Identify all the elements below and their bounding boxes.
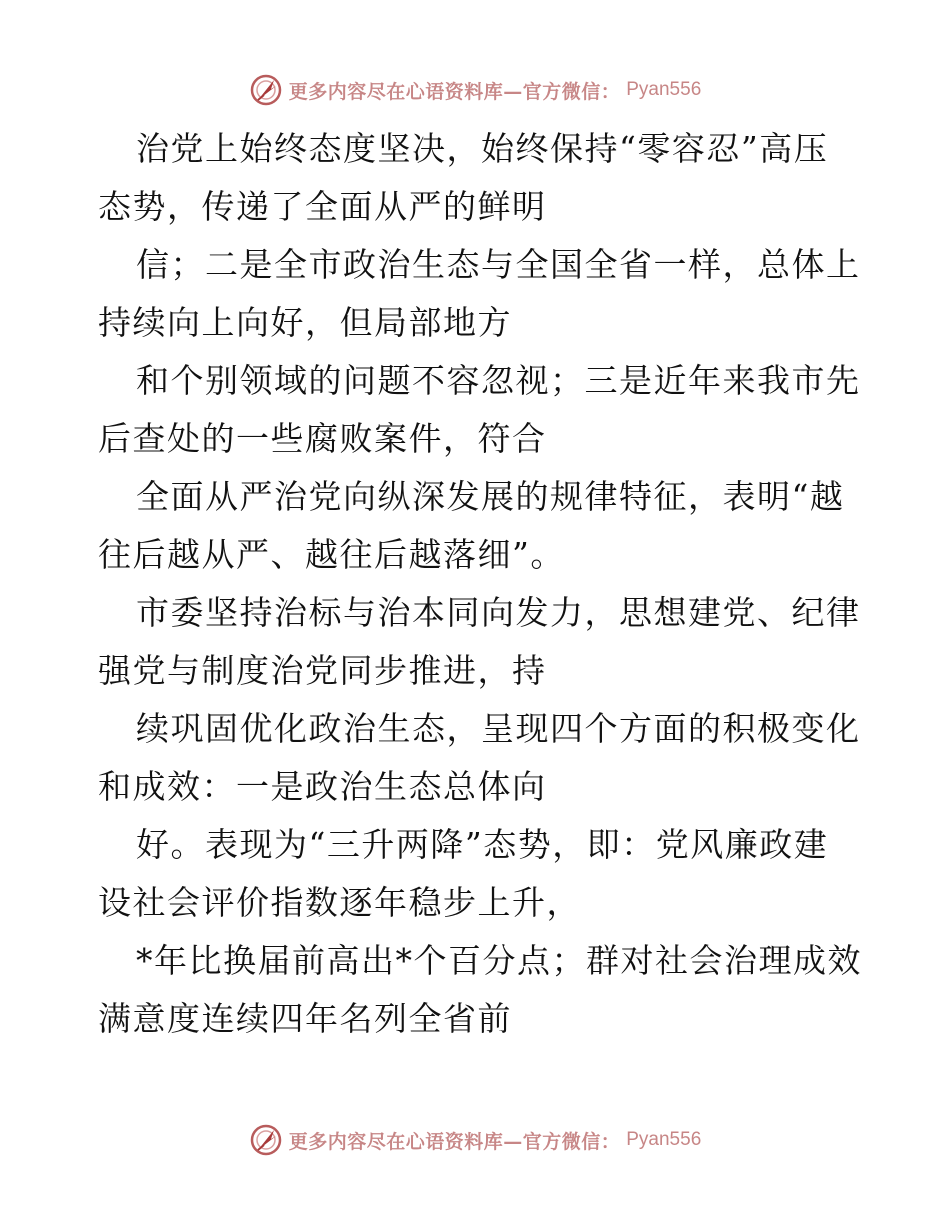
body-line: 态势，传递了全面从严的鲜明: [98, 187, 547, 226]
footer-wechat-id: Pyan556: [626, 1129, 702, 1150]
body-line: 续巩固优化政治生态，呈现四个方面的积极变化: [136, 709, 861, 748]
quill-circle-logo-icon: [249, 1123, 283, 1157]
body-line: 往后越从严、越往后越落细”。: [98, 535, 565, 574]
header-watermark: [0, 70, 950, 110]
footer-watermark-text: 更多内容尽在心语资料库—官方微信：: [288, 1130, 621, 1153]
header-watermark-text: 更多内容尽在心语资料库—官方微信：: [288, 80, 621, 103]
body-line: 全面从严治党向纵深发展的规律特征，表明“越: [136, 477, 845, 516]
body-line: 和成效：一是政治生态总体向: [98, 767, 547, 806]
header-wechat-id: Pyan556: [626, 79, 702, 100]
body-line: 和个别领域的问题不容忽视；三是近年来我市先: [136, 361, 861, 400]
body-line: 后查处的一些腐败案件，符合: [98, 419, 547, 458]
body-line: 市委坚持治标与治本同向发力，思想建党、纪律: [136, 593, 861, 632]
body-line: 持续向上向好，但局部地方: [98, 303, 512, 342]
body-line: 信；二是全市政治生态与全国全省一样，总体上: [136, 245, 861, 284]
body-line: 强党与制度治党同步推进，持: [98, 651, 547, 690]
body-line: 好。表现为“三升两降”态势，即：党风廉政建: [136, 825, 829, 864]
quill-circle-logo-icon: [249, 73, 283, 107]
body-line: *年比换届前高出*个百分点；群对社会治理成效: [136, 941, 862, 980]
footer-watermark: [0, 1120, 950, 1160]
body-line: 满意度连续四年名列全省前: [98, 999, 512, 1038]
body-line: 治党上始终态度坚决，始终保持“零容忍”高压: [136, 129, 829, 168]
document-body: [98, 120, 862, 1048]
body-line: 设社会评价指数逐年稳步上升，: [98, 883, 581, 922]
